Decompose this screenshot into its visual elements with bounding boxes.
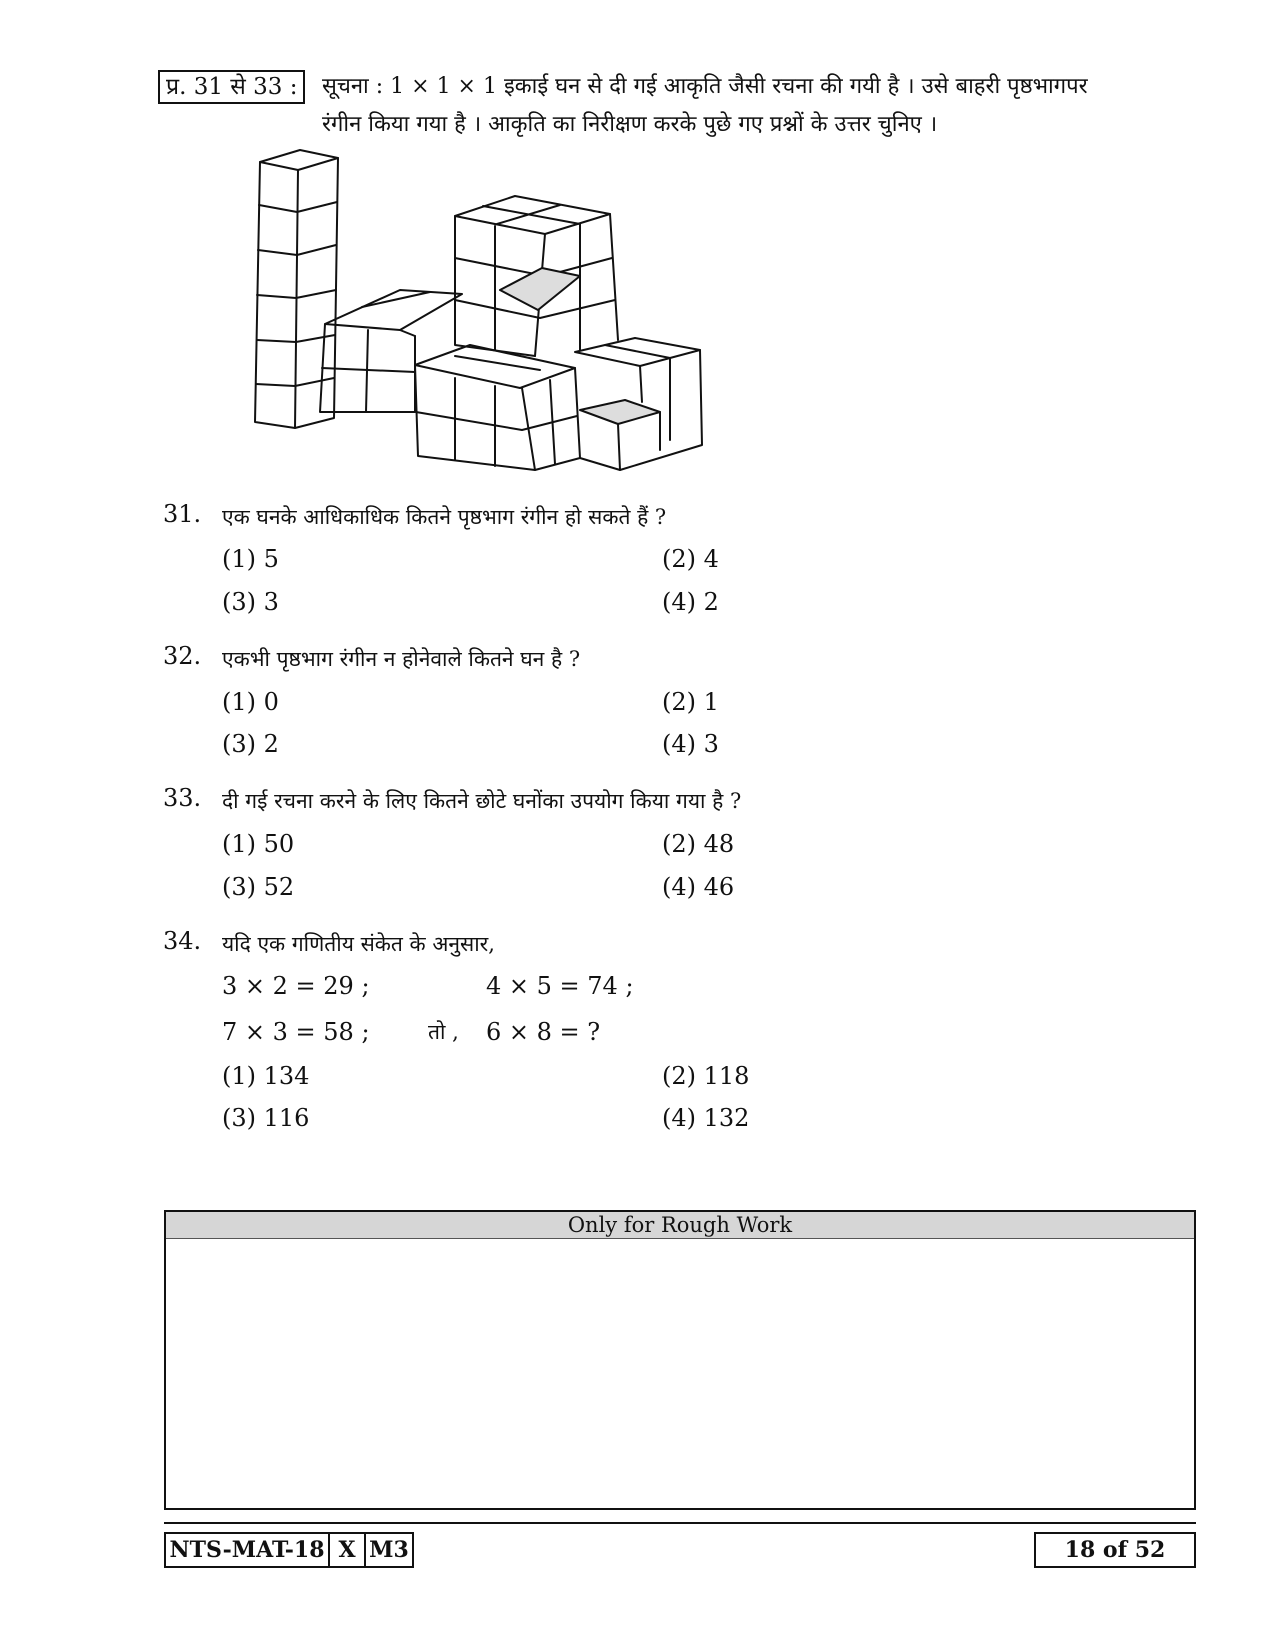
option[interactable]: (4) 46 [662, 873, 735, 901]
option[interactable]: (3) 2 [222, 730, 279, 758]
question-number: 34. [163, 927, 202, 955]
then-label: तो , [428, 1020, 459, 1044]
right-block [575, 338, 702, 470]
question-number: 31. [163, 500, 202, 528]
option[interactable]: (2) 4 [662, 545, 719, 573]
equation: 7 × 3 = 58 ; [222, 1018, 370, 1046]
instruction-text-line-2: रंगीन किया गया है । आकृति का निरीक्षण करके पुछे गए प्रश्नों के उत्तर चुनिए । [322, 112, 938, 137]
equation: 3 × 2 = 29 ; [222, 972, 370, 1000]
question-text: यदि एक गणितीय संकेत के अनुसार, [222, 932, 495, 956]
back-block [455, 196, 618, 356]
option[interactable]: (2) 118 [662, 1062, 750, 1090]
paper-code: NTS-MAT-18 [164, 1532, 330, 1568]
question-number: 32. [163, 642, 202, 670]
question-text: एक घनके आधिकाधिक कितने पृष्ठभाग रंगीन हो सकते हैं ? [222, 505, 667, 529]
middle-block [320, 290, 462, 412]
option[interactable]: (4) 132 [662, 1104, 750, 1132]
option[interactable]: (3) 3 [222, 588, 279, 616]
footer-divider [164, 1522, 1196, 1524]
class-code: X [328, 1532, 366, 1568]
option[interactable]: (4) 2 [662, 588, 719, 616]
option[interactable]: (2) 1 [662, 688, 719, 716]
set-code: M3 [364, 1532, 414, 1568]
rough-work-box [164, 1210, 1196, 1510]
question-number: 33. [163, 784, 202, 812]
page-number: 18 of 52 [1034, 1532, 1196, 1568]
cube-structure-drawing-icon [250, 140, 710, 480]
equation-question: 6 × 8 = ? [486, 1018, 601, 1046]
option[interactable]: (2) 48 [662, 830, 735, 858]
equation: 4 × 5 = 74 ; [486, 972, 634, 1000]
instruction-question-range: प्र. 31 से 33 : [158, 70, 305, 104]
option[interactable]: (3) 116 [222, 1104, 310, 1132]
option[interactable]: (1) 0 [222, 688, 279, 716]
question-text: दी गई रचना करने के लिए कितने छोटे घनोंका उपयोग किया गया है ? [222, 789, 742, 813]
option[interactable]: (4) 3 [662, 730, 719, 758]
option[interactable]: (3) 52 [222, 873, 295, 901]
front-block [415, 345, 580, 470]
option[interactable]: (1) 50 [222, 830, 295, 858]
instruction-text-line-1: सूचना : 1 × 1 × 1 इकाई घन से दी गई आकृति जैसी रचना की गयी है । उसे बाहरी पृष्ठभागपर [322, 74, 1088, 99]
tall-tower [255, 150, 338, 428]
option[interactable]: (1) 5 [222, 545, 279, 573]
question-text: एकभी पृष्ठभाग रंगीन न होनेवाले कितने घन है ? [222, 647, 581, 671]
option[interactable]: (1) 134 [222, 1062, 310, 1090]
rough-work-title: Only for Rough Work [166, 1212, 1194, 1239]
